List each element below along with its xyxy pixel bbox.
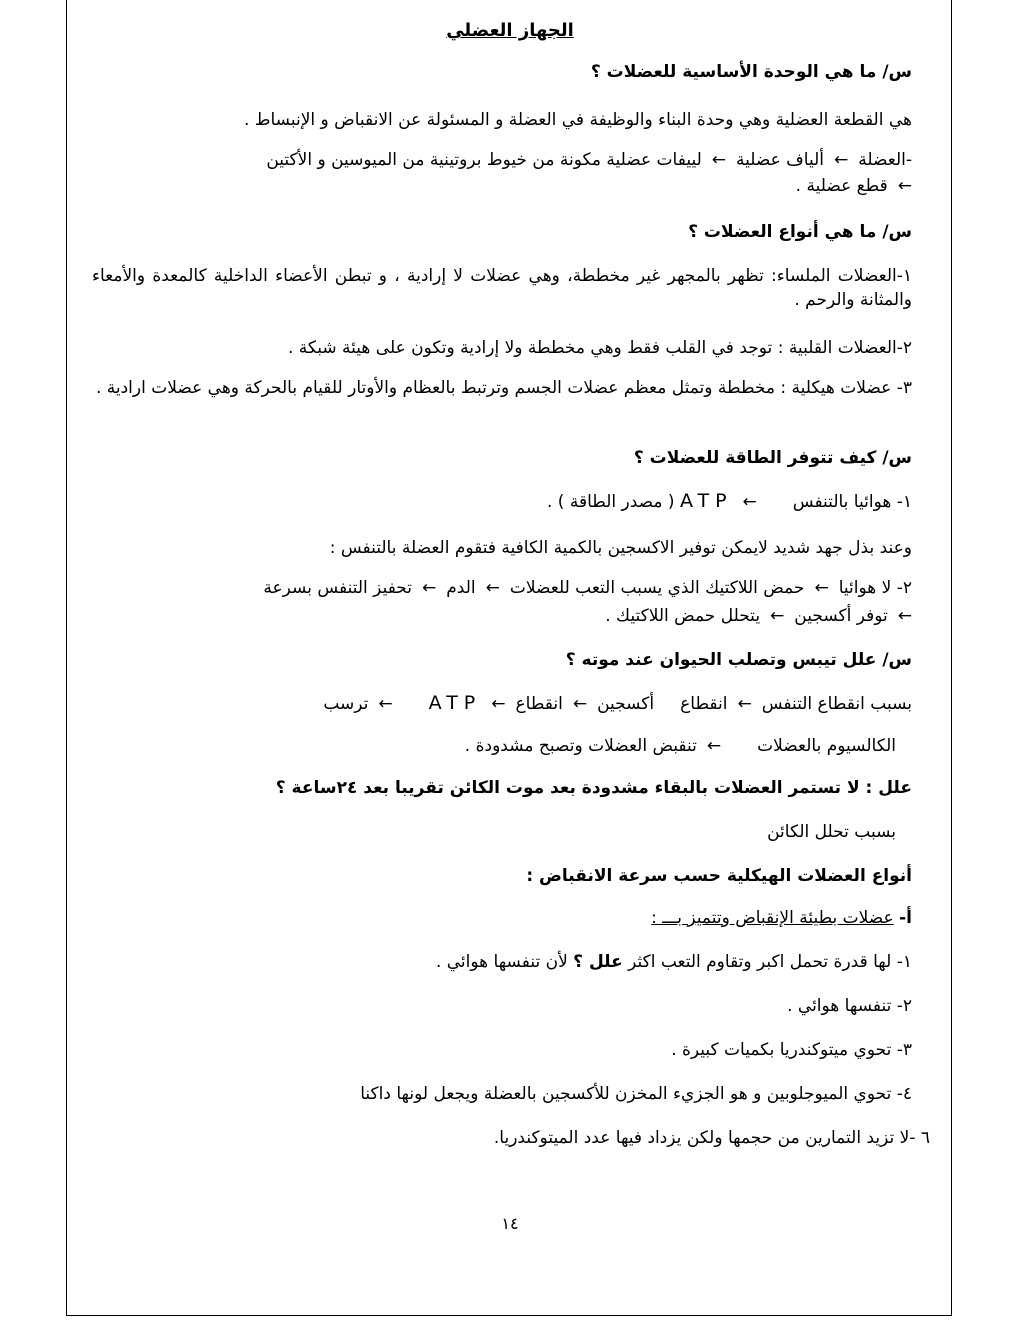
chain-item: تنقبض العضلات وتصبح مشدودة . — [464, 736, 697, 756]
chain-item: ألياف عضلية — [736, 150, 825, 170]
feature-6: ٦ -لا تزيد التمارين من حجمها ولكن يزداد فيها عدد الميتوكندريا. — [493, 1128, 930, 1148]
arrow-left-icon: ← — [485, 578, 500, 598]
energy-aerobic — [547, 490, 912, 512]
feature-1 — [436, 952, 912, 972]
chain-item: لييفات عضلية مكونة من خيوط بروتينية من الميوسين و الأكتين — [266, 150, 702, 170]
chain-item: ٢- لا هوائيا — [838, 578, 912, 598]
question-basic-unit: س/ ما هي الوحدة الأساسية للعضلات ؟ — [590, 62, 912, 82]
feature-text: ١- لها قدرة تحمل اكبر وتقاوم التعب اكثر — [628, 952, 912, 972]
arrow-left-icon: ← — [897, 606, 912, 626]
page-number: ١٤ — [501, 1214, 519, 1233]
energy-anaerobic — [263, 578, 912, 598]
chain-muscle-structure — [266, 150, 912, 170]
arrow-left-icon: ← — [737, 694, 752, 714]
feature-2: ٢- تنفسها هوائي . — [787, 996, 912, 1016]
question-energy: س/ كيف تتوفر الطاقة للعضلات ؟ — [633, 448, 912, 468]
heading-skeletal-types: أنواع العضلات الهيكلية حسب سرعة الانقباض : — [526, 866, 912, 886]
chain-item: بسبب انقطاع التنفس — [761, 694, 912, 714]
chain-item: يتحلل حمض اللاكتيك . — [605, 606, 761, 626]
arrow-left-icon: ← — [711, 150, 727, 170]
subheading-slow-twitch — [651, 908, 912, 928]
subheading-prefix: أ- — [899, 908, 912, 928]
arrow-left-icon: ← — [491, 694, 506, 714]
chain-item: توفر أكسجين — [794, 606, 888, 626]
chain-item: الكالسيوم بالعضلات — [757, 736, 896, 756]
subheading-text: عضلات بطيئة الإنقباض وتتميز بـــ : — [651, 908, 894, 928]
chain-item: ترسب — [323, 694, 369, 714]
chain-item: -العضلة — [858, 150, 912, 170]
rigor-chain — [323, 692, 912, 714]
answer-rigor-duration: بسبب تحلل الكائن — [767, 822, 896, 842]
chain-item: حمض اللاكتيك الذي يسبب التعب للعضلات — [509, 578, 805, 598]
rigor-chain-cont — [465, 736, 896, 756]
chain-item: أكسجين — [597, 694, 655, 714]
feature-why: علل ؟ — [573, 952, 623, 972]
question-rigor-duration: علل : لا تستمر العضلات بالبقاء مشدودة بعد موت الكائن تقريبا بعد ٢٤ساعة ؟ — [275, 778, 912, 798]
chain-item: انقطاع — [680, 694, 728, 714]
arrow-left-icon: ← — [706, 736, 722, 756]
energy-intro: وعند بذل جهد شديد لايمكن توفير الاكسجين بالكمية الكافية فتقوم العضلة بالتنفس : — [329, 538, 912, 558]
arrow-left-icon: ← — [742, 492, 757, 512]
type-skeletal: ٣- عضلات هيكلية : مخططة وتمثل معظم عضلات الجسم وترتبط بالعظام والأوتار للقيام بالحركة وهي عضلات ارادية . — [95, 378, 912, 398]
type-cardiac: ٢-العضلات القلبية : توجد في القلب فقط وهي مخططة ولا إرادية وتكون على هيئة شبكة . — [287, 338, 912, 358]
chain-item: قطع عضلية . — [795, 176, 888, 196]
arrow-left-icon: ← — [834, 150, 849, 170]
arrow-left-icon: ← — [770, 606, 785, 626]
energy-text: ( مصدر الطاقة ) . — [546, 492, 675, 512]
feature-4: ٤- تحوي الميوجلوبين و هو الجزيء المخزن للأكسجين بالعضلة ويجعل لونها داكنا — [360, 1084, 912, 1104]
answer-basic-unit: هي القطعة العضلية وهي وحدة البناء والوظيفة في العضلة و المسئولة عن الانقباض و الإنبساط . — [243, 110, 912, 130]
chain-item: تحفيز التنفس بسرعة — [263, 578, 412, 598]
chain-item: انقطاع — [515, 694, 563, 714]
energy-text: ١- هوائيا بالتنفس — [792, 492, 912, 512]
question-muscle-types: س/ ما هي أنواع العضلات ؟ — [688, 222, 912, 242]
arrow-left-icon: ← — [572, 694, 588, 714]
chain-muscle-structure-cont — [796, 176, 912, 196]
chain-item: الدم — [446, 578, 476, 598]
arrow-left-icon: ← — [897, 176, 912, 196]
page-title: الجهاز العضلي — [446, 20, 574, 41]
atp-label: ATP — [679, 490, 733, 512]
arrow-left-icon: ← — [378, 694, 393, 714]
energy-anaerobic-cont — [605, 606, 912, 626]
type-smooth: ١-العضلات الملساء: تظهر بالمجهر غير مخططة، وهي عضلات لا إرادية ، و تبطن الأعضاء الداخلية كالمعدة والأمعاء والمثانة والرحم . — [92, 266, 912, 310]
question-rigor: س/ علل تيبس وتصلب الحيوان عند موته ؟ — [565, 650, 912, 670]
feature-text: لأن تنفسها هوائي . — [435, 952, 568, 972]
arrow-left-icon: ← — [814, 578, 829, 598]
arrow-left-icon: ← — [422, 578, 437, 598]
atp-label: ATP — [428, 692, 482, 714]
feature-3: ٣- تحوي ميتوكندريا بكميات كبيرة . — [671, 1040, 912, 1060]
